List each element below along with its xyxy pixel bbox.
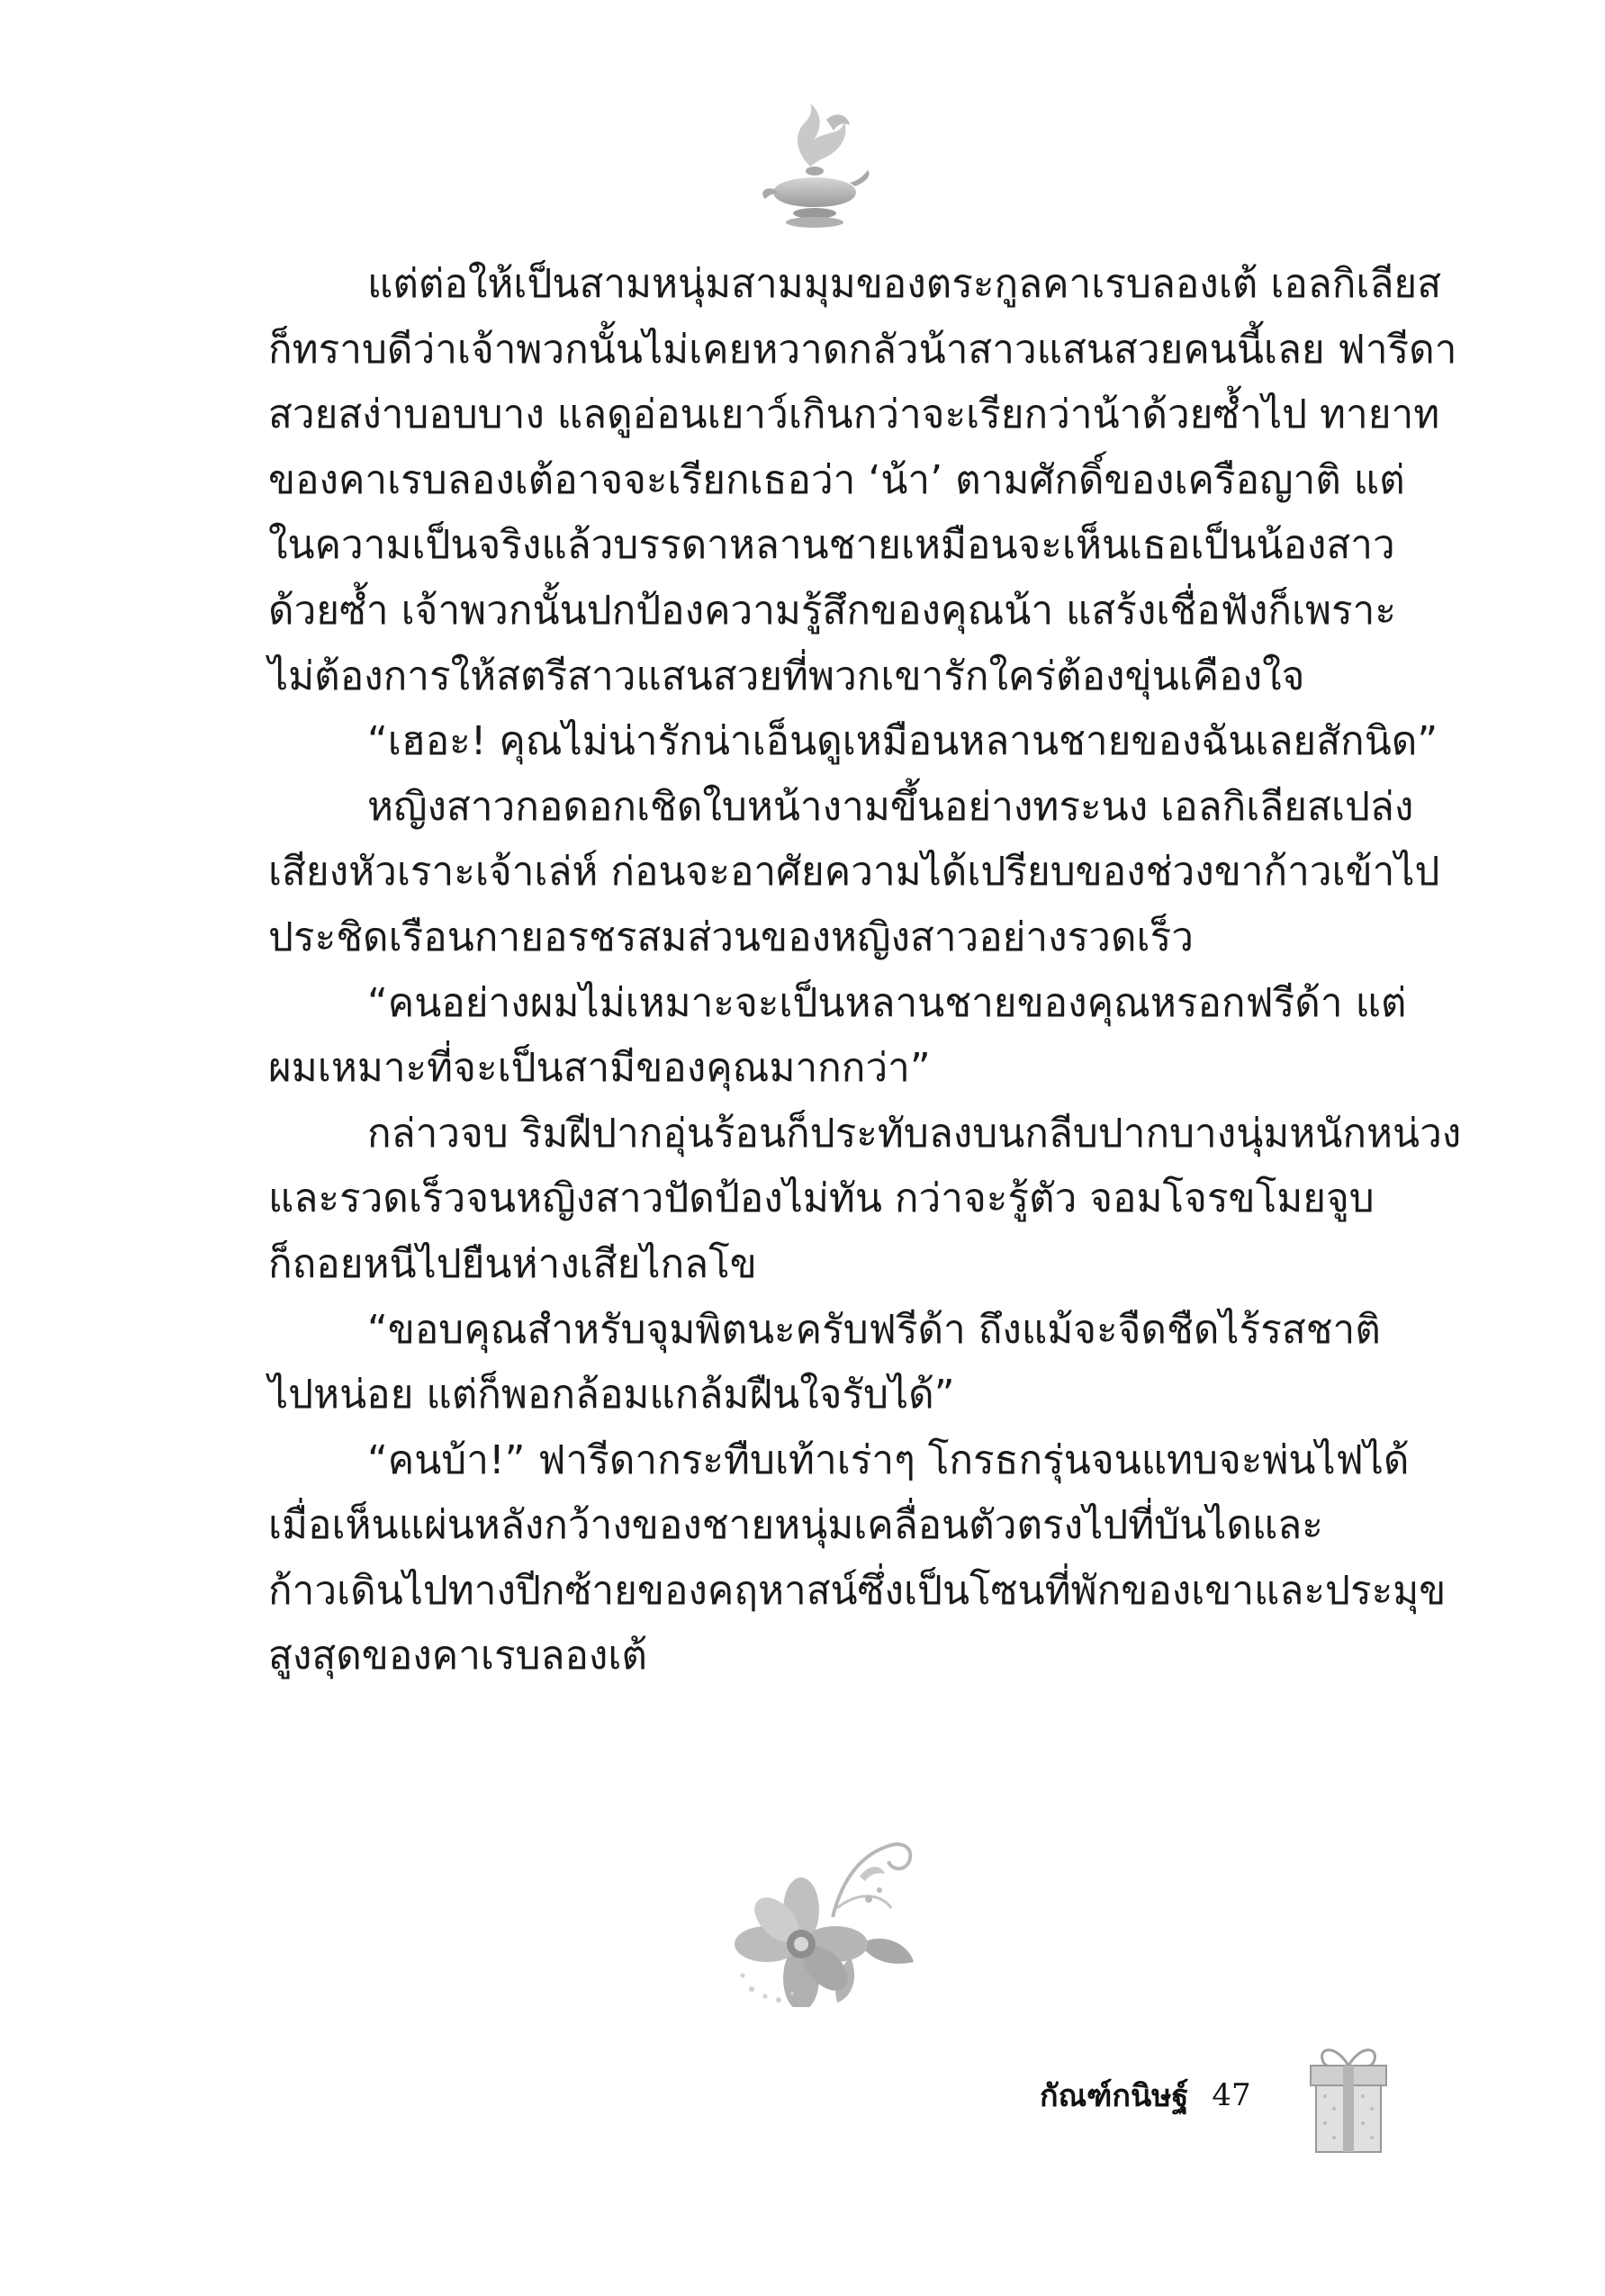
text-line: ผมเหมาะที่จะเป็นสามีของคุณมากกว่า”: [268, 1045, 931, 1092]
text-line: แต่ต่อให้เป็นสามหนุ่มสามมุมของตระกูลคาเรบลองเต้ เอลกิเลียส: [367, 261, 1442, 307]
flower-ornament-icon: [725, 1809, 923, 2007]
text-line: “คนอย่างผมไม่เหมาะจะเป็นหลานชายของคุณหรอกฟรีด้า แต่: [367, 979, 1407, 1026]
text-line: หญิงสาวกอดอกเชิดใบหน้างามขึ้นอย่างทระนง เอลกิเลียสเปล่ง: [367, 783, 1414, 830]
text-line: ของคาเรบลองเต้อาจจะเรียกเธอว่า ‘น้า’ ตามศักดิ์ของเครือญาติ แต่: [268, 456, 1405, 503]
text-line: “คนบ้า!” ฟารีดากระทืบเท้าเร่าๆ โกรธกรุ่นจนแทบจะพ่นไฟได้: [367, 1436, 1410, 1483]
text-line: ก็ทราบดีว่าเจ้าพวกนั้นไม่เคยหวาดกลัวน้าสาวแสนสวยคนนี้เลย ฟารีดา: [268, 326, 1457, 373]
genie-lamp-icon: [756, 104, 873, 230]
text-line: ก็ถอยหนีไปยืนห่างเสียไกลโข: [268, 1240, 757, 1287]
text-line: เมื่อเห็นแผ่นหลังกว้างของชายหนุ่มเคลื่อนตัวตรงไปที่บันไดและ: [268, 1502, 1323, 1549]
text-line: เสียงหัวเราะเจ้าเล่ห์ ก่อนจะอาศัยความได้เปรียบของช่วงขาก้าวเข้าไป: [268, 849, 1440, 896]
text-line: ไม่ต้องการให้สตรีสาวแสนสวยที่พวกเขารักใคร่ต้องขุ่นเคืองใจ: [268, 653, 1305, 699]
text-line: สวยสง่าบอบบาง แลดูอ่อนเยาว์เกินกว่าจะเรียกว่าน้าด้วยซ้ำไป ทายาท: [268, 392, 1440, 438]
text-line: ด้วยซ้ำ เจ้าพวกนั้นปกป้องความรู้สึกของคุณน้า แสร้งเชื่อฟังก็เพราะ: [268, 587, 1397, 634]
gift-box-icon: [1303, 2039, 1393, 2156]
text-line: ในความเป็นจริงแล้วบรรดาหลานชายเหมือนจะเห็นเธอเป็นน้องสาว: [268, 522, 1395, 569]
page-number: 47: [1212, 2077, 1251, 2113]
author-name: กัณฑ์กนิษฐ์: [1040, 2078, 1189, 2114]
page-footer: [1040, 2068, 1251, 2122]
text-line: ไปหน่อย แต่ก็พอกล้อมแกล้มฝืนใจรับได้”: [268, 1372, 955, 1418]
text-line: และรวดเร็วจนหญิงสาวปัดป้องไม่ทัน กว่าจะรู้ตัว จอมโจรขโมยจูบ: [268, 1175, 1375, 1222]
text-line: “ขอบคุณสำหรับจุมพิตนะครับฟรีด้า ถึงแม้จะจืดชืดไร้รสชาติ: [367, 1306, 1381, 1353]
text-line: ก้าวเดินไปทางปีกซ้ายของคฤหาสน์ซึ่งเป็นโซนที่พักของเขาและประมุข: [268, 1567, 1447, 1614]
text-line: ประชิดเรือนกายอรชรสมส่วนของหญิงสาวอย่างรวดเร็ว: [268, 914, 1194, 960]
text-line: “เฮอะ! คุณไม่น่ารักน่าเอ็นดูเหมือนหลานชายของฉันเลยสักนิด”: [367, 718, 1438, 765]
text-line: สูงสุดของคาเรบลองเต้: [268, 1633, 647, 1679]
text-line: กล่าวจบ ริมฝีปากอุ่นร้อนก็ประทับลงบนกลีบปากบางนุ่มหนักหน่วง: [367, 1110, 1462, 1157]
body-text: [268, 252, 1462, 1689]
